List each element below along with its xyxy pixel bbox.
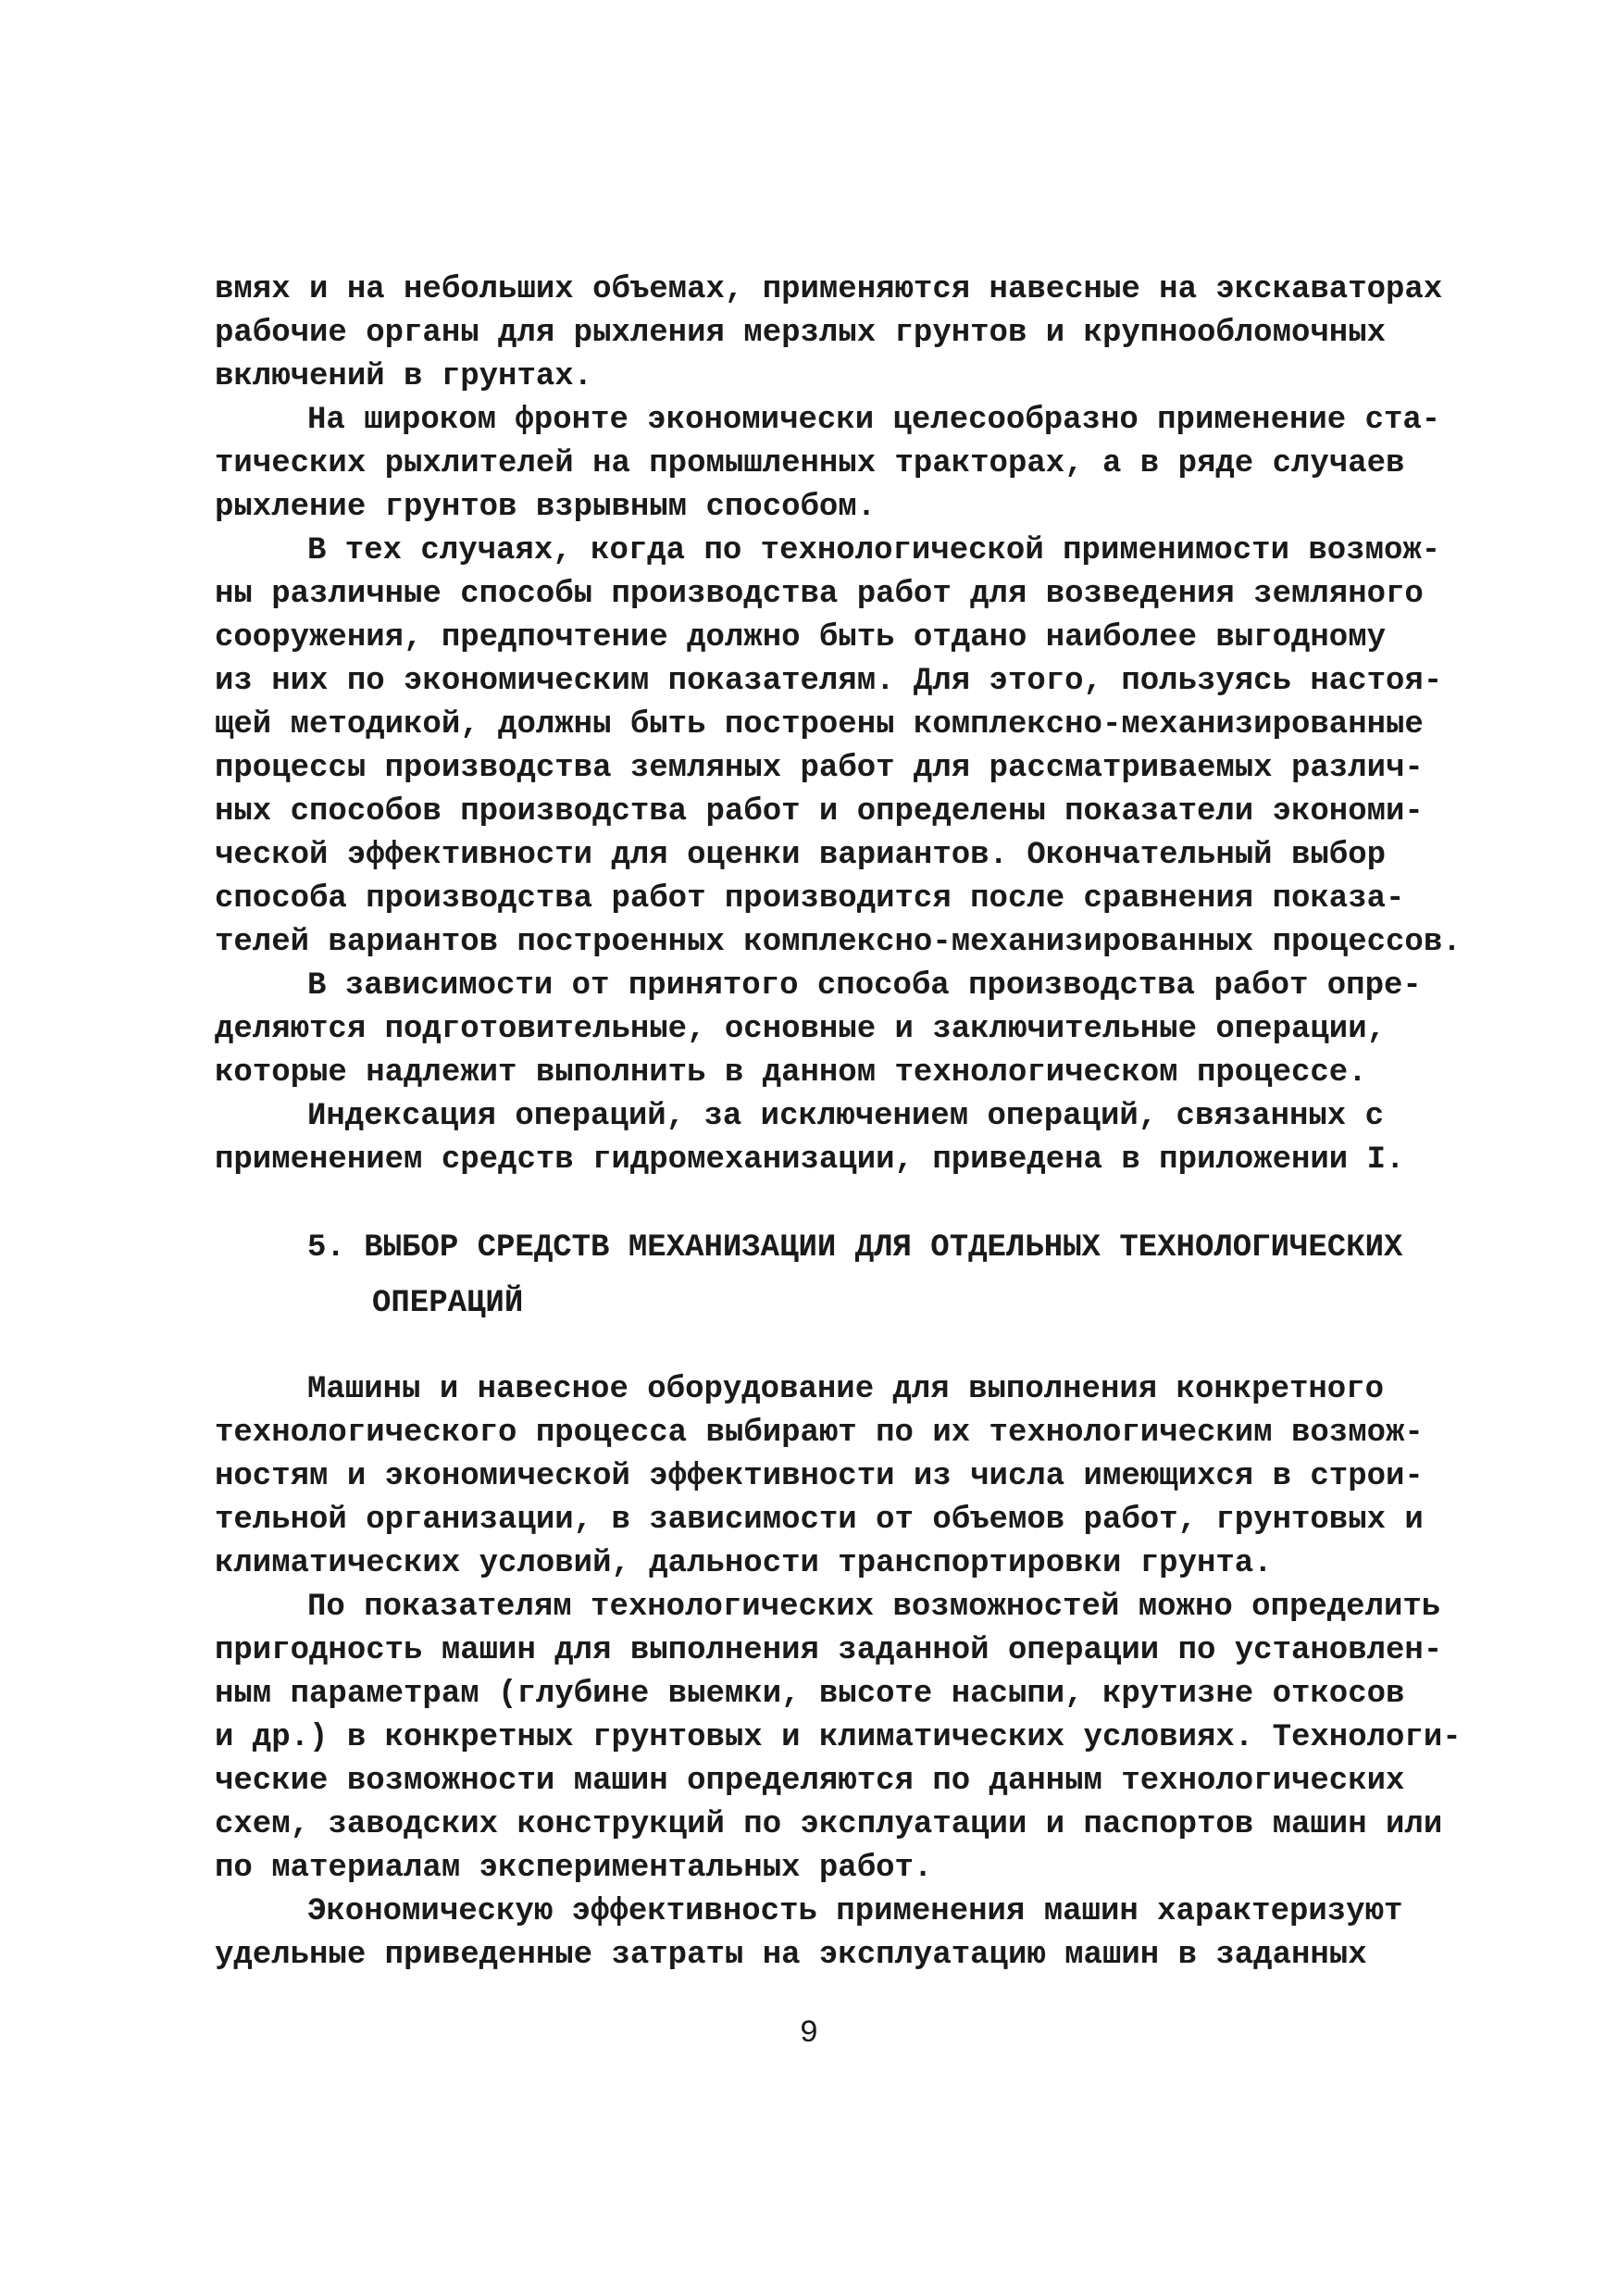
body-text-section-5: [215, 1368, 1462, 1978]
text-line: по материалам экспериментальных работ.: [215, 1851, 933, 1886]
text-line: и др.) в конкретных грунтовых и климатических условиях. Технологи-: [215, 1720, 1462, 1755]
text-line: щей методикой, должны быть построены комплексно-механизированные: [215, 707, 1424, 742]
text-line: ностям и экономической эффективности из числа имеющихся в строи-: [215, 1459, 1424, 1494]
text-line: схем, заводских конструкций по эксплуатации и паспортов машин или: [215, 1807, 1443, 1842]
text-line: которые надлежит выполнить в данном технологическом процессе.: [215, 1055, 1367, 1091]
text-line: Индексация операций, за исключением операций, связанных с: [307, 1099, 1384, 1134]
text-line: В тех случаях, когда по технологической применимости возмож-: [307, 533, 1441, 568]
section-heading-line-1: 5. ВЫБОР СРЕДСТВ МЕХАНИЗАЦИИ ДЛЯ ОТДЕЛЬНЫХ ТЕХНОЛОГИЧЕСКИХ: [307, 1230, 1403, 1266]
body-text-section-4-end: [215, 268, 1462, 1182]
text-line: ческой эффективности для оценки вариантов. Окончательный выбор: [215, 838, 1387, 873]
text-line: удельные приведенные затраты на эксплуатацию машин в заданных: [215, 1938, 1367, 1973]
text-line: тических рыхлителей на промышленных тракторах, а в ряде случаев: [215, 446, 1405, 481]
text-line: процессы производства земляных работ для рассматриваемых различ-: [215, 751, 1424, 786]
page-number: 9: [799, 2016, 819, 2052]
text-line: ных способов производства работ и определены показатели экономи-: [215, 794, 1424, 830]
text-line: тельной организации, в зависимости от объемов работ, грунтовых и: [215, 1503, 1424, 1538]
text-line: ны различные способы производства работ для возведения земляного: [215, 577, 1424, 612]
text-line: По показателям технологических возможностей можно определить: [307, 1590, 1441, 1625]
text-line: технологического процесса выбирают по их технологическим возмож-: [215, 1416, 1424, 1451]
section-heading-line-2: ОПЕРАЦИЙ: [372, 1286, 524, 1321]
text-line: ческие возможности машин определяются по данным технологических: [215, 1764, 1405, 1799]
text-line: деляются подготовительные, основные и заключительные операции,: [215, 1012, 1387, 1047]
text-line: включений в грунтах.: [215, 359, 593, 394]
text-line: На широком фронте экономически целесообразно применение ста-: [307, 403, 1441, 438]
text-line: применением средств гидромеханизации, приведена в приложении I.: [215, 1142, 1405, 1178]
section-heading: [215, 1220, 1418, 1331]
text-line: В зависимости от принятого способа производства работ опре-: [307, 968, 1422, 1004]
text-line: телей вариантов построенных комплексно-механизированных процессов.: [215, 925, 1462, 960]
text-line: способа производства работ производится после сравнения показа-: [215, 881, 1405, 917]
text-line: климатических условий, дальности транспортировки грунта.: [215, 1546, 1273, 1581]
text-line: сооружения, предпочтение должно быть отдано наиболее выгодному: [215, 620, 1387, 655]
text-line: из них по экономическим показателям. Для этого, пользуясь настоя-: [215, 664, 1443, 699]
text-line: Экономическую эффективность применения машин характеризуют: [307, 1894, 1403, 1929]
text-line: пригодность машин для выполнения заданной операции по установлен-: [215, 1633, 1443, 1668]
text-line: ным параметрам (глубине выемки, высоте насыпи, крутизне откосов: [215, 1677, 1405, 1712]
text-line: рыхление грунтов взрывным способом.: [215, 490, 877, 525]
text-line: вмях и на небольших объемах, применяются навесные на экскаваторах: [215, 272, 1443, 307]
text-line: рабочие органы для рыхления мерзлых грунтов и крупнообломочных: [215, 316, 1387, 351]
text-line: Машины и навесное оборудование для выполнения конкретного: [307, 1372, 1384, 1407]
